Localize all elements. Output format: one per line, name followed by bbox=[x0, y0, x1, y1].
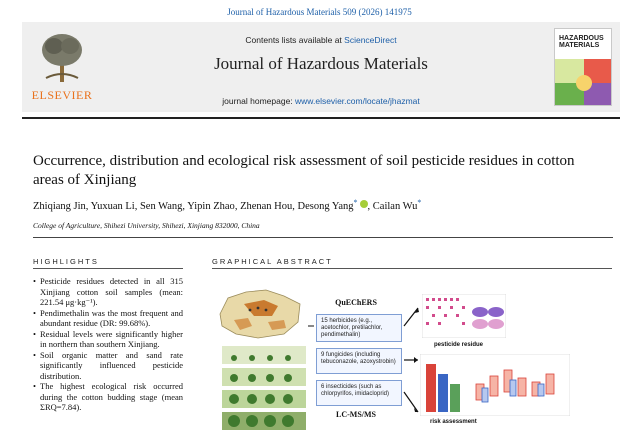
cover-image bbox=[555, 59, 612, 106]
orcid-icon[interactable] bbox=[360, 200, 368, 208]
cotton-field-photos bbox=[222, 346, 306, 430]
author[interactable]: Zhenan Hou bbox=[240, 201, 293, 212]
journal-masthead bbox=[22, 22, 620, 112]
highlight-item: • Residual levels were significantly higher in northern than southern Xinjiang. bbox=[33, 329, 183, 350]
author-list: Zhiqiang Jin, Yuxuan Li, Sen Wang, Yipin Zhao, Zhenan Hou, Desong Yang* , Cailan Wu* bbox=[33, 198, 422, 212]
insecticides-box: 6 insecticides (such as chlorpyrifos, imidacloprid) bbox=[316, 380, 402, 406]
herbicides-box: 15 herbicides (e.g., acetochlor, pretilachlor, pendimethalin) bbox=[316, 314, 402, 342]
author[interactable]: Cailan Wu bbox=[372, 201, 418, 212]
header-divider bbox=[22, 117, 620, 119]
method-lcmsms: LC-MS/MS bbox=[336, 410, 376, 419]
paper-title: Occurrence, distribution and ecological risk assessment of soil pesticide residues in cotton areas of Xinjiang bbox=[33, 153, 575, 188]
homepage-link[interactable]: www.elsevier.com/locate/jhazmat bbox=[295, 96, 420, 106]
author[interactable]: Sen Wang bbox=[139, 201, 183, 212]
journal-cover-thumbnail[interactable] bbox=[554, 28, 612, 106]
citation-line[interactable]: Journal of Hazardous Materials 509 (2026) 141975 bbox=[227, 7, 412, 17]
publisher-logo-text: ELSEVIER bbox=[31, 88, 93, 102]
author[interactable]: Yuxuan Li bbox=[90, 201, 135, 212]
highlight-item: • Soil organic matter and sand rate significantly influenced pesticide distribution. bbox=[33, 350, 183, 382]
highlights-rule bbox=[33, 268, 183, 269]
fungicides-box: 9 fungicides (including tebuconazole, azoxystrobin) bbox=[316, 348, 402, 374]
corresponding-star-icon[interactable]: * bbox=[353, 198, 358, 207]
sciencedirect-link[interactable]: ScienceDirect bbox=[344, 35, 397, 45]
corresponding-star-icon[interactable]: * bbox=[417, 198, 422, 207]
graphical-abstract-rule bbox=[212, 268, 612, 269]
risk-assessment-chart bbox=[420, 354, 570, 416]
cover-title-line1: HAZARDOUS bbox=[559, 35, 604, 42]
journal-homepage bbox=[22, 96, 620, 106]
author[interactable]: Yipin Zhao bbox=[187, 201, 235, 212]
pesticide-residue-heatmap bbox=[422, 294, 506, 338]
contents-available bbox=[22, 35, 620, 45]
cover-title-line2: MATERIALS bbox=[559, 42, 600, 49]
highlight-item: • The highest ecological risk occurred during the cotton budding stage (mean ΣRQ=7.84). bbox=[33, 381, 183, 413]
contents-prefix: Contents lists available at bbox=[245, 35, 345, 45]
author[interactable]: Zhiqiang Jin bbox=[33, 201, 86, 212]
highlight-item: • Pendimethalin was the most frequent and abundant residue (DR: 99.68%). bbox=[33, 308, 183, 329]
method-quechers: QuEChERS bbox=[335, 298, 377, 307]
pesticide-residue-label: pesticide residue bbox=[434, 342, 484, 348]
cover-title bbox=[559, 35, 604, 49]
risk-assessment-label: risk assessment bbox=[430, 419, 477, 425]
highlight-item: • Pesticide residues detected in all 315 Xinjiang cotton soil samples (mean: 221.54 μg·kg⁻¹). bbox=[33, 276, 183, 308]
highlights-list bbox=[33, 276, 183, 413]
graphical-abstract-heading: GRAPHICAL ABSTRACT bbox=[212, 257, 333, 266]
xinjiang-map bbox=[214, 286, 306, 342]
journal-title: Journal of Hazardous Materials bbox=[214, 54, 428, 73]
homepage-prefix: journal homepage: bbox=[222, 96, 296, 106]
highlights-heading: HIGHLIGHTS bbox=[33, 257, 99, 266]
affiliation-divider bbox=[33, 237, 613, 238]
flow-arrows bbox=[306, 286, 426, 434]
author[interactable]: Desong Yang bbox=[297, 201, 354, 212]
affiliation: College of Agriculture, Shihezi University, Shihezi, Xinjiang 832000, China bbox=[33, 221, 260, 230]
graphical-abstract-figure[interactable] bbox=[212, 286, 612, 434]
